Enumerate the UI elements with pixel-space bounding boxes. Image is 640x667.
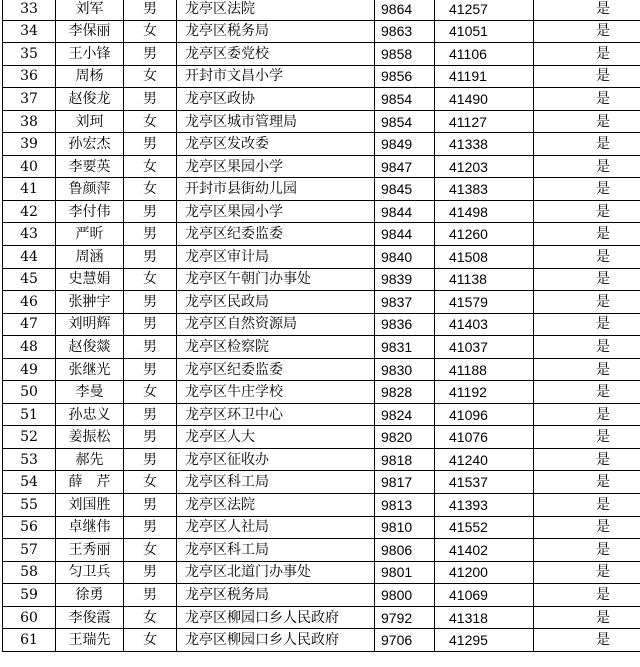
table-row [3,43,640,66]
id-number: 41260 [435,223,534,246]
person-name: 周杨 [56,65,124,88]
row-number: 43 [3,223,56,246]
gender: 女 [124,381,177,404]
id-number: 41192 [435,381,534,404]
status-flag: 是 [534,178,640,201]
gender: 男 [124,246,177,269]
id-number: 41537 [435,471,534,494]
person-name: 赵俊龙 [56,88,124,111]
status-flag: 是 [534,494,640,517]
gender: 女 [124,20,177,43]
work-unit: 龙亭区征收办 [177,448,375,471]
person-name: 史慧娟 [56,268,124,291]
row-number: 37 [3,88,56,111]
gender: 男 [124,43,177,66]
id-number: 41318 [435,606,534,629]
status-flag: 是 [534,471,640,494]
id-number: 41257 [435,0,534,20]
row-number: 59 [3,584,56,607]
work-unit: 龙亭区自然资源局 [177,313,375,336]
score: 9831 [375,336,435,359]
status-flag: 是 [534,268,640,291]
work-unit: 龙亭区果园小学 [177,200,375,223]
row-number: 40 [3,155,56,178]
table-row [3,539,640,562]
person-name: 张翀宇 [56,291,124,314]
score: 9840 [375,246,435,269]
table-row [3,313,640,336]
status-flag: 是 [534,629,640,652]
work-unit: 龙亭区柳园口乡人民政府 [177,606,375,629]
gender: 男 [124,448,177,471]
table-row [3,291,640,314]
table-row [3,629,640,652]
person-name: 赵俊燚 [56,336,124,359]
id-number: 41076 [435,426,534,449]
score: 9849 [375,133,435,156]
score: 9813 [375,494,435,517]
person-name: 郝先 [56,448,124,471]
row-number: 57 [3,539,56,562]
id-number: 41191 [435,65,534,88]
row-number: 36 [3,65,56,88]
work-unit: 龙亭区纪委监委 [177,358,375,381]
gender: 女 [124,155,177,178]
id-number: 41403 [435,313,534,336]
work-unit: 龙亭区纪委监委 [177,223,375,246]
gender: 女 [124,65,177,88]
score: 9839 [375,268,435,291]
table-row [3,336,640,359]
gender: 男 [124,358,177,381]
work-unit: 龙亭区果园小学 [177,155,375,178]
table-row [3,561,640,584]
work-unit: 开封市文昌小学 [177,65,375,88]
row-number: 52 [3,426,56,449]
id-number: 41037 [435,336,534,359]
id-number: 41498 [435,200,534,223]
person-name: 匀卫兵 [56,561,124,584]
row-number: 61 [3,629,56,652]
person-name: 刘国胜 [56,494,124,517]
row-number: 54 [3,471,56,494]
person-name: 孙忠义 [56,403,124,426]
score: 9828 [375,381,435,404]
work-unit: 龙亭区柳园口乡人民政府 [177,629,375,652]
score: 9837 [375,291,435,314]
table-row [3,200,640,223]
person-name: 姜振松 [56,426,124,449]
work-unit: 龙亭区检察院 [177,336,375,359]
id-number: 41200 [435,561,534,584]
status-flag: 是 [534,539,640,562]
table-row [3,494,640,517]
table-row [3,223,640,246]
status-flag: 是 [534,43,640,66]
work-unit: 龙亭区人大 [177,426,375,449]
score: 9856 [375,65,435,88]
row-number: 45 [3,268,56,291]
work-unit: 龙亭区科工局 [177,539,375,562]
gender: 男 [124,494,177,517]
status-flag: 是 [534,426,640,449]
person-name: 王瑞先 [56,629,124,652]
person-name: 刘军 [56,0,124,20]
id-number: 41069 [435,584,534,607]
gender: 女 [124,539,177,562]
row-number: 53 [3,448,56,471]
person-name: 严昕 [56,223,124,246]
work-unit: 龙亭区环卫中心 [177,403,375,426]
status-flag: 是 [534,448,640,471]
person-name: 李保丽 [56,20,124,43]
work-unit: 龙亭区牛庄学校 [177,381,375,404]
table-row [3,268,640,291]
row-number: 35 [3,43,56,66]
person-name: 徐勇 [56,584,124,607]
row-number: 33 [3,0,56,20]
status-flag: 是 [534,381,640,404]
gender: 男 [124,561,177,584]
person-name: 李要英 [56,155,124,178]
score: 9818 [375,448,435,471]
row-number: 44 [3,246,56,269]
status-flag: 是 [534,110,640,133]
work-unit: 龙亭区人社局 [177,516,375,539]
table-row [3,88,640,111]
gender: 女 [124,606,177,629]
id-number: 41188 [435,358,534,381]
status-flag: 是 [534,403,640,426]
status-flag: 是 [534,516,640,539]
work-unit: 龙亭区政协 [177,88,375,111]
status-flag: 是 [534,88,640,111]
table-row [3,584,640,607]
row-number: 46 [3,291,56,314]
score: 9844 [375,200,435,223]
score: 9836 [375,313,435,336]
table-row [3,0,640,20]
id-number: 41508 [435,246,534,269]
score: 9845 [375,178,435,201]
score: 9820 [375,426,435,449]
table-row [3,426,640,449]
score: 9824 [375,403,435,426]
status-flag: 是 [534,65,640,88]
work-unit: 龙亭区委党校 [177,43,375,66]
row-number: 34 [3,20,56,43]
row-number: 49 [3,358,56,381]
gender: 男 [124,403,177,426]
score: 9847 [375,155,435,178]
table-row [3,155,640,178]
person-name: 刘珂 [56,110,124,133]
person-name: 卓继伟 [56,516,124,539]
row-number: 56 [3,516,56,539]
gender: 男 [124,133,177,156]
status-flag: 是 [534,561,640,584]
status-flag: 是 [534,336,640,359]
status-flag: 是 [534,200,640,223]
work-unit: 龙亭区法院 [177,494,375,517]
work-unit: 龙亭区科工局 [177,471,375,494]
score: 9801 [375,561,435,584]
row-number: 38 [3,110,56,133]
id-number: 41295 [435,629,534,652]
status-flag: 是 [534,20,640,43]
gender: 男 [124,223,177,246]
gender: 女 [124,178,177,201]
work-unit: 龙亭区税务局 [177,20,375,43]
score: 9817 [375,471,435,494]
status-flag: 是 [534,133,640,156]
work-unit: 开封市县街幼儿园 [177,178,375,201]
score: 9792 [375,606,435,629]
row-number: 60 [3,606,56,629]
id-number: 41127 [435,110,534,133]
person-name: 王秀丽 [56,539,124,562]
id-number: 41579 [435,291,534,314]
table-row [3,471,640,494]
id-number: 41383 [435,178,534,201]
gender: 男 [124,516,177,539]
score: 9844 [375,223,435,246]
row-number: 48 [3,336,56,359]
table-body [3,0,640,651]
id-number: 41402 [435,539,534,562]
gender: 男 [124,336,177,359]
work-unit: 龙亭区午朝门办事处 [177,268,375,291]
id-number: 41338 [435,133,534,156]
id-number: 41552 [435,516,534,539]
score: 9830 [375,358,435,381]
id-number: 41393 [435,494,534,517]
id-number: 41203 [435,155,534,178]
row-number: 42 [3,200,56,223]
id-number: 41096 [435,403,534,426]
person-name: 薛 芹 [56,471,124,494]
status-flag: 是 [534,313,640,336]
id-number: 41138 [435,268,534,291]
score: 9854 [375,110,435,133]
score: 9854 [375,88,435,111]
status-flag: 是 [534,246,640,269]
person-name: 周涵 [56,246,124,269]
table-row [3,606,640,629]
work-unit: 龙亭区发改委 [177,133,375,156]
gender: 男 [124,88,177,111]
row-number: 58 [3,561,56,584]
table-row [3,178,640,201]
work-unit: 龙亭区北道门办事处 [177,561,375,584]
table-row [3,358,640,381]
person-name: 张继光 [56,358,124,381]
row-number: 50 [3,381,56,404]
gender: 男 [124,584,177,607]
id-number: 41240 [435,448,534,471]
score: 9800 [375,584,435,607]
table-row [3,246,640,269]
gender: 女 [124,268,177,291]
gender: 男 [124,291,177,314]
id-number: 41106 [435,43,534,66]
score: 9810 [375,516,435,539]
person-name: 鲁颜萍 [56,178,124,201]
score: 9864 [375,0,435,20]
gender: 男 [124,426,177,449]
table-row [3,516,640,539]
work-unit: 龙亭区税务局 [177,584,375,607]
gender: 女 [124,629,177,652]
work-unit: 龙亭区法院 [177,0,375,20]
status-flag: 是 [534,291,640,314]
status-flag: 是 [534,0,640,20]
results-table [2,0,640,652]
person-name: 孙宏杰 [56,133,124,156]
status-flag: 是 [534,223,640,246]
score: 9706 [375,629,435,652]
person-name: 王小锋 [56,43,124,66]
gender: 男 [124,313,177,336]
person-name: 李付伟 [56,200,124,223]
table-row [3,110,640,133]
row-number: 51 [3,403,56,426]
score: 9863 [375,20,435,43]
gender: 男 [124,200,177,223]
person-name: 刘明辉 [56,313,124,336]
row-number: 39 [3,133,56,156]
row-number: 47 [3,313,56,336]
score: 9806 [375,539,435,562]
table-row [3,381,640,404]
work-unit: 龙亭区城市管理局 [177,110,375,133]
table-row [3,403,640,426]
work-unit: 龙亭区民政局 [177,291,375,314]
person-name: 李曼 [56,381,124,404]
gender: 女 [124,471,177,494]
status-flag: 是 [534,584,640,607]
table-row [3,133,640,156]
gender: 男 [124,0,177,20]
gender: 女 [124,110,177,133]
table-row [3,20,640,43]
id-number: 41051 [435,20,534,43]
status-flag: 是 [534,155,640,178]
row-number: 55 [3,494,56,517]
row-number: 41 [3,178,56,201]
status-flag: 是 [534,358,640,381]
id-number: 41490 [435,88,534,111]
table-row [3,448,640,471]
work-unit: 龙亭区审计局 [177,246,375,269]
table-row [3,65,640,88]
person-name: 李俊霞 [56,606,124,629]
score: 9858 [375,43,435,66]
status-flag: 是 [534,606,640,629]
